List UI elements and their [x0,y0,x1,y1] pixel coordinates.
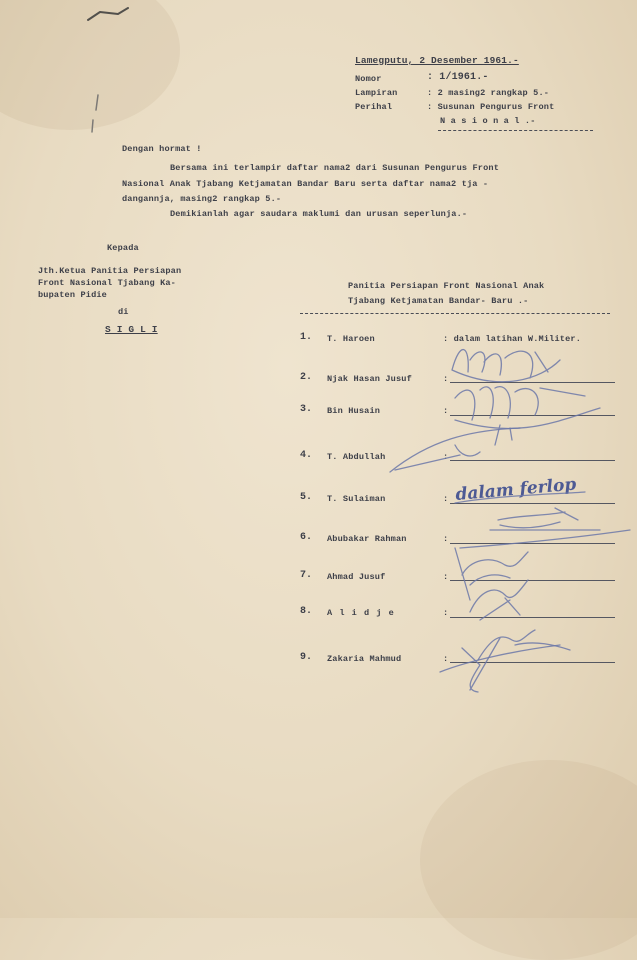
signature-line [450,543,615,544]
paper-stain [420,760,637,960]
member-name: Abubakar Rahman [327,534,407,544]
recipient-di: di [118,307,129,317]
member-number: 6. [300,532,313,543]
member-name: A l i d j e [327,608,395,618]
signature-line [450,460,615,461]
kepada: Kepada [107,243,139,253]
member-number: 8. [300,606,313,617]
member-colon: : [443,452,449,462]
member-name: Zakaria Mahmud [327,654,402,664]
place-date: Lamegputu, 2 Desember 1961.- [355,55,519,66]
perihal-value: : Susunan Pengurus Front [427,102,555,112]
nomor-value: : 1/1961.- [427,72,489,83]
signature-stroke [470,580,528,620]
signature-line [450,415,615,416]
paragraph-line: Demikianlah agar saudara maklumi dan urusan seperlunja.- [170,209,468,219]
member-colon: : [443,608,449,618]
signature-stroke [490,508,600,530]
committee-title-2: Tjabang Ketjamatan Bandar- Baru .- [348,296,529,306]
signature-stroke [462,630,570,692]
signature-line [450,580,615,581]
recipient-line: Jth.Ketua Panitia Persiapan [38,266,182,276]
member-name: T. Haroen [327,334,375,344]
signature-stroke [455,492,585,503]
member-number: 2. [300,372,313,383]
signature-stroke [452,350,560,382]
committee-divider [300,313,610,314]
member-colon: : [443,572,449,582]
committee-title: Panitia Persiapan Front Nasional Anak [348,281,545,291]
recipient-line: bupaten Pidie [38,290,107,300]
member-number: 5. [300,492,313,503]
member-colon: : [443,654,449,664]
perihal-label: Perihal [355,102,393,112]
greeting: Dengan hormat ! [122,144,202,154]
paragraph-line: dangannja, masing2 rangkap 5.- [122,194,282,204]
member-name: Ahmad Jusuf [327,572,386,582]
paragraph-line: Nasional Anak Tjabang Ketjamatan Bandar Baru serta daftar nama2 tja - [122,179,489,189]
header-divider [438,130,593,131]
member-number: 7. [300,570,313,581]
signature-stroke [390,428,520,472]
signature-stroke [440,645,560,672]
signature-line [450,503,615,504]
member-number: 1. [300,332,313,343]
paper-stain [0,0,180,130]
recipient-city: S I G L I [105,324,158,335]
member-name: T. Sulaiman [327,494,386,504]
member-colon: : [443,494,449,504]
member-colon: : [443,406,449,416]
member-name: T. Abdullah [327,452,386,462]
signature-line [450,382,615,383]
member-name: Njak Hasan Jusuf [327,374,412,384]
signature-text: dalam ferlop [454,474,578,505]
member-number: 3. [300,404,313,415]
member-colon: : [443,374,449,384]
recipient-line: Front Nasional Tjabang Ka- [38,278,176,288]
member-number: 4. [300,450,313,461]
signature-line [450,617,615,618]
member-number: 9. [300,652,313,663]
member-name: Bin Husain [327,406,381,416]
signature-line [450,662,615,663]
member-note: : dalam latihan W.Militer. [443,334,581,344]
nomor-label: Nomor [355,74,382,84]
signature-stroke [455,548,528,600]
lampiran-label: Lampiran [355,88,398,98]
lampiran-value: : 2 masing2 rangkap 5.- [427,88,550,98]
paragraph-line: Bersama ini terlampir daftar nama2 dari Susunan Pengurus Front [170,163,500,173]
signature-stroke [460,530,630,548]
member-colon: : [443,534,449,544]
perihal-value-2: N a s i o n a l .- [440,116,536,126]
